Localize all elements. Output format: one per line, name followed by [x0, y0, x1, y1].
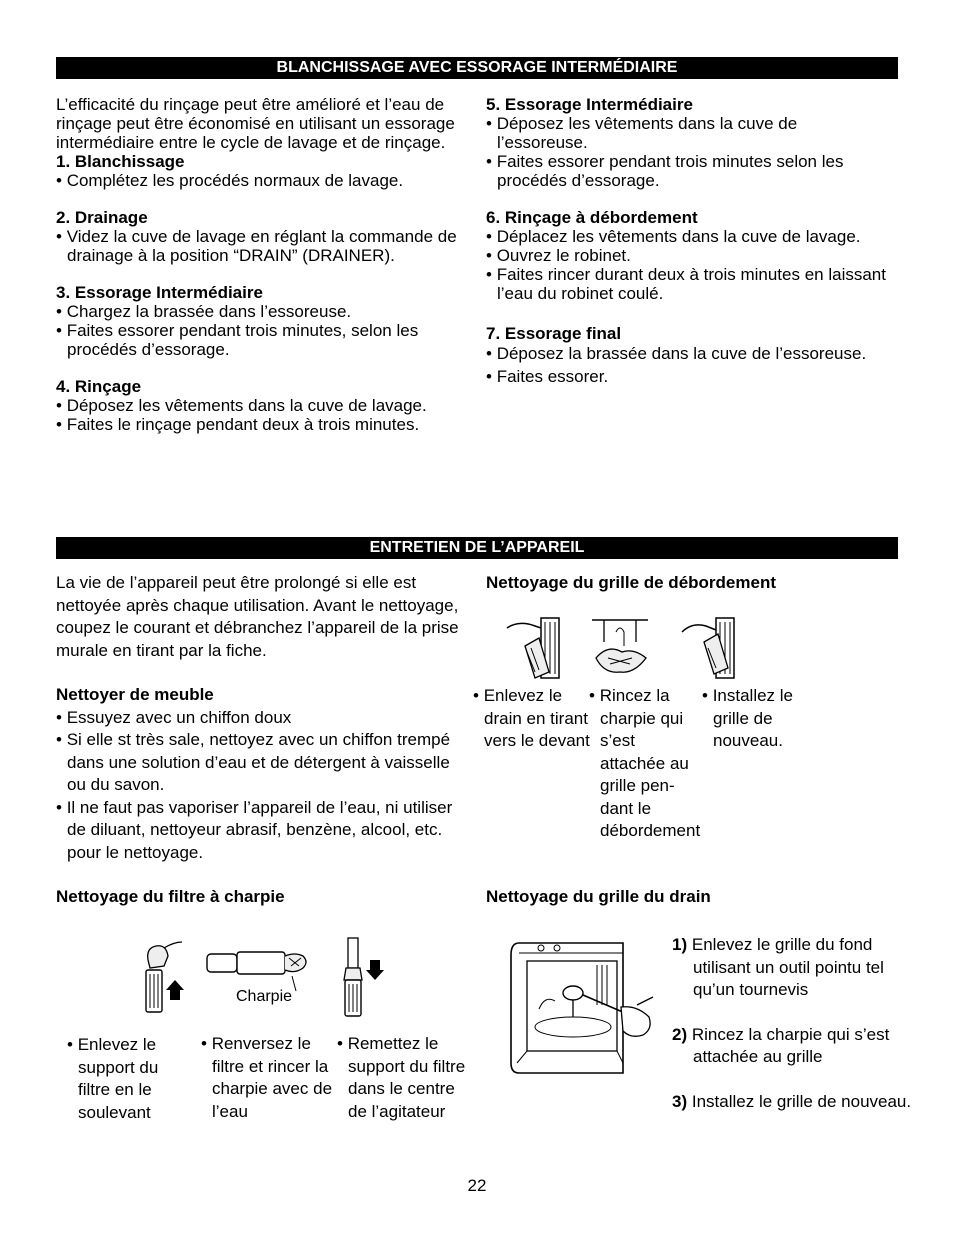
step-bullet: • Déposez la brassée dans la cuve de l’essoreuse. — [486, 343, 891, 366]
drain-grill-title: Nettoyage du grille du drain — [486, 887, 711, 906]
cabinet-bullet: • Il ne faut pas vaporiser l’appareil de l’eau, ni utiliser de diluant, nettoyeur abrasif, benzène, alcool, etc. pour le nettoyage. — [56, 797, 468, 865]
drain-step-2 — [672, 1024, 912, 1069]
maintenance-intro: La vie de l’appareil peut être prolongé si elle est nettoyée après chaque utilisation. Avant le nettoyage, coupez le courant et débranchez l’appareil de la prise murale en tirant par la fiche. — [56, 573, 459, 660]
step-7 — [486, 324, 891, 388]
section-title-blanchissage: BLANCHISSAGE AVEC ESSORAGE INTERMÉDIAIRE — [56, 57, 898, 79]
step-bullet: • Complétez les procédés normaux de lavage. — [56, 171, 466, 190]
lint-step2-text: • Renversez le filtre et rincer la charpie avec de l’eau — [201, 1033, 340, 1123]
step-3 — [56, 283, 466, 359]
step-text: Enlevez le grille du fond utilisant un outil pointu tel qu’un tournevis — [691, 935, 884, 999]
step-title: 5. Essorage Intermédiaire — [486, 95, 693, 114]
overflow-step2-text: • Rincez la charpie qui s’est attachée au grille pen- dant le débordement — [589, 685, 702, 843]
lint-pointer-line — [290, 976, 304, 992]
step-bullet: • Faites essorer pendant trois minutes, selon les procédés d’essorage. — [56, 321, 466, 359]
drain-step-1 — [672, 934, 912, 1002]
step-1 — [56, 152, 466, 190]
step-bullet: • Déposez les vêtements dans la cuve de lavage. — [56, 396, 466, 415]
cabinet-bullet: • Si elle st très sale, nettoyez avec un chiffon trempé dans une solution d’eau et de détergent à vaisselle ou du savon. — [56, 729, 468, 797]
step-bullet: • Videz la cuve de lavage en réglant la commande de drainage à la position “DRAIN” (DRAINER). — [56, 227, 466, 265]
step-bullet: • Déposez les vêtements dans la cuve de l’essoreuse. — [486, 114, 891, 152]
cabinet-title: Nettoyer de meuble — [56, 685, 214, 704]
step-2 — [56, 208, 466, 265]
lint-filter-title: Nettoyage du filtre à charpie — [56, 887, 285, 906]
lint-filter-rinse-illustration — [203, 948, 313, 978]
page-number: 22 — [467, 1176, 487, 1195]
section-title-entretien: ENTRETIEN DE L’APPAREIL — [56, 537, 898, 559]
right-column-1 — [486, 95, 891, 388]
cabinet-cleaning — [56, 684, 468, 864]
step-number: 1) — [672, 935, 688, 954]
step-title: 1. Blanchissage — [56, 152, 185, 171]
lint-label: Charpie — [236, 988, 293, 1005]
step-text: Installez le grille de nouveau. — [691, 1091, 912, 1111]
step-title: 4. Rinçage — [56, 377, 142, 396]
left-column-1 — [56, 95, 466, 452]
step-4 — [56, 377, 466, 434]
overflow-title: Nettoyage du grille de débordement — [486, 573, 776, 592]
step-title: 6. Rinçage à débordement — [486, 208, 698, 227]
step-title: 2. Drainage — [56, 208, 148, 227]
overflow-step1-text: • Enlevez le drain en tirant vers le devant — [473, 685, 592, 753]
drain-grill-illustration — [505, 935, 655, 1075]
step-bullet: • Chargez la brassée dans l’essoreuse. — [56, 302, 466, 321]
step-number: 3) — [672, 1091, 688, 1111]
intro-paragraph: L’efficacité du rinçage peut être amélioré et l’eau de rinçage peut être économisé en utilisant un essorage intermédiaire entre le cycle de lavage et de rinçage. — [56, 95, 455, 152]
overflow-step1-illustration — [505, 612, 565, 680]
cabinet-bullet: • Essuyez avec un chiffon doux — [56, 707, 468, 730]
lint-filter-replace-illustration — [340, 934, 388, 1020]
lint-filter-remove-illustration — [140, 938, 186, 1016]
lint-step1-text: • Enlevez le support du filtre en le soulevant — [67, 1034, 193, 1124]
step-bullet: • Faites rincer durant deux à trois minutes en laissant l’eau du robinet coulé. — [486, 265, 891, 303]
step-bullet: • Faites le rinçage pendant deux à trois minutes. — [56, 415, 466, 434]
step-title: 3. Essorage Intermédiaire — [56, 283, 263, 302]
step-bullet: • Déplacez les vêtements dans la cuve de lavage. — [486, 227, 891, 246]
step-5 — [486, 95, 891, 190]
drain-grill-steps — [672, 934, 912, 1113]
lint-step3-text: • Remettez le support du filtre dans le centre de l’agitateur — [337, 1033, 473, 1123]
step-6 — [486, 208, 891, 303]
overflow-step2-illustration — [590, 612, 650, 680]
overflow-step3-illustration — [680, 612, 740, 680]
step-bullet: • Faites essorer pendant trois minutes selon les procédés d’essorage. — [486, 152, 891, 190]
step-title: 7. Essorage final — [486, 324, 622, 343]
step-bullet: • Faites essorer. — [486, 366, 891, 389]
overflow-step3-text: • Installez le grille de nouveau. — [702, 685, 813, 753]
step-number: 2) — [672, 1024, 688, 1044]
step-text: Rincez la charpie qui s’est attachée au grille — [691, 1024, 890, 1066]
step-bullet: • Ouvrez le robinet. — [486, 246, 891, 265]
drain-step-3 — [672, 1091, 912, 1114]
